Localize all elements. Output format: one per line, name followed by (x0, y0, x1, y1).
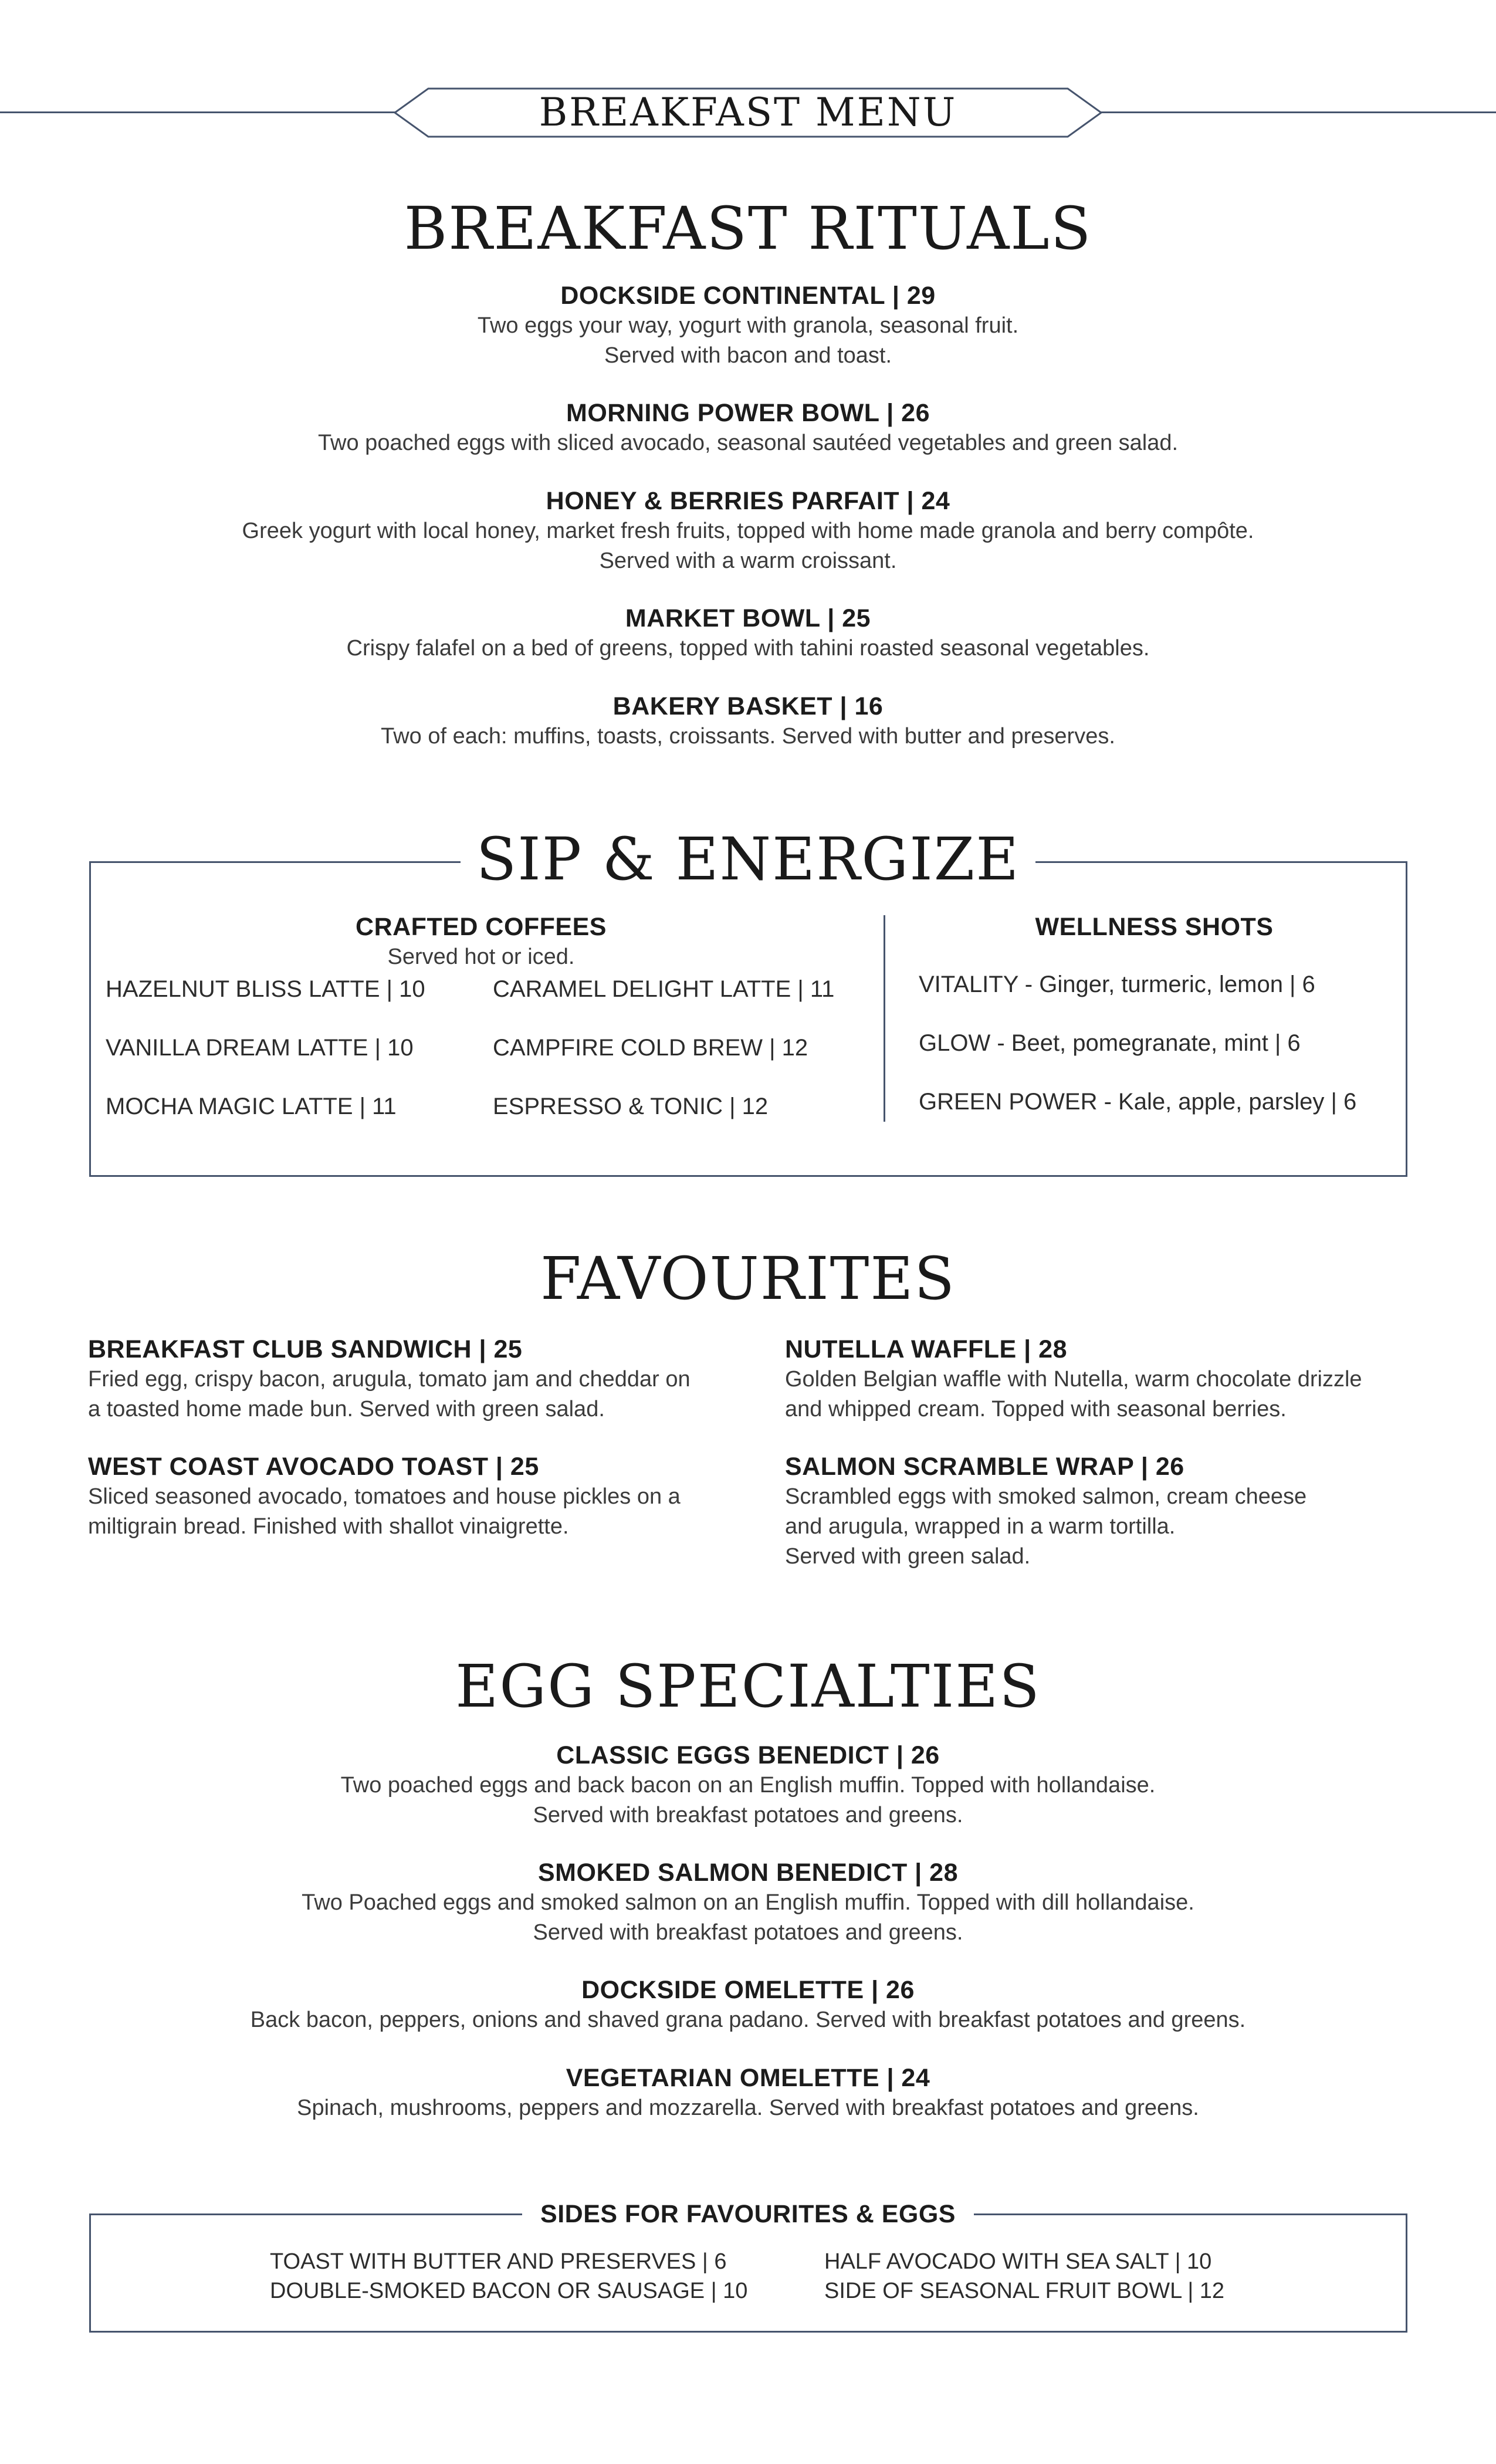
eggs-item-2-name: SMOKED SALMON BENEDICT | 28 (538, 1859, 958, 1887)
sip-box (89, 861, 1407, 1177)
sides-title: SIDES FOR FAVOURITES & EGGS (522, 2199, 974, 2229)
rituals-item-5-desc-1: Two of each: muffins, toasts, croissants. Served with butter and preserves. (381, 724, 1115, 749)
fav-item-1-desc-2: a toasted home made bun. Served with green salad. (88, 1397, 605, 1421)
side-item-3: HALF AVOCADO WITH SEA SALT | 10 (824, 2249, 1212, 2274)
header-rule-left (0, 111, 399, 113)
fav-item-2-name: WEST COAST AVOCADO TOAST | 25 (88, 1453, 539, 1481)
fav-item-3-desc-2: and whipped cream. Topped with seasonal berries. (785, 1397, 1287, 1421)
shot-item-1: VITALITY - Ginger, turmeric, lemon | 6 (919, 972, 1315, 997)
fav-item-4 (785, 1451, 1460, 1572)
coffee-item-4: CARAMEL DELIGHT LATTE | 11 (493, 976, 835, 1002)
rituals-item-1-desc-2: Served with bacon and toast. (604, 343, 892, 368)
rituals-item-1 (0, 280, 1496, 371)
rituals-item-5 (0, 691, 1496, 752)
rituals-item-3-name: HONEY & BERRIES PARFAIT | 24 (546, 487, 950, 515)
sip-title: SIP & ENERGIZE (461, 824, 1035, 895)
header-title: BREAKFAST MENU (539, 90, 957, 135)
shot-item-3: GREEN POWER - Kale, apple, parsley | 6 (919, 1089, 1357, 1115)
eggs-item-4 (0, 2063, 1496, 2123)
rituals-item-4 (0, 603, 1496, 664)
rituals-item-2-name: MORNING POWER BOWL | 26 (566, 399, 930, 427)
fav-item-1-name: BREAKFAST CLUB SANDWICH | 25 (88, 1335, 523, 1363)
fav-item-2-desc-2: miltigrain bread. Finished with shallot vinaigrette. (88, 1514, 569, 1539)
sip-column-divider (884, 915, 885, 1122)
fav-item-4-name: SALMON SCRAMBLE WRAP | 26 (785, 1453, 1184, 1481)
coffees-title: CRAFTED COFFEES (356, 913, 607, 941)
shot-item-2: GLOW - Beet, pomegranate, mint | 6 (919, 1030, 1301, 1056)
side-item-2: DOUBLE-SMOKED BACON OR SAUSAGE | 10 (270, 2279, 748, 2303)
eggs-title: EGG SPECIALTIES (455, 1652, 1041, 1721)
rituals-item-3 (0, 486, 1496, 576)
header-rule-right (1097, 111, 1496, 113)
eggs-item-4-desc-1: Spinach, mushrooms, peppers and mozzarella. Served with breakfast potatoes and greens. (297, 2096, 1199, 2120)
eggs-item-4-name: VEGETARIAN OMELETTE | 24 (566, 2064, 930, 2092)
coffee-item-1: HAZELNUT BLISS LATTE | 10 (106, 976, 425, 1002)
coffee-item-6: ESPRESSO & TONIC | 12 (493, 1094, 769, 1119)
coffee-item-5: CAMPFIRE COLD BREW | 12 (493, 1035, 808, 1061)
eggs-item-3-desc-1: Back bacon, peppers, onions and shaved grana padano. Served with breakfast potatoes and greens. (250, 2008, 1246, 2032)
fav-item-4-desc-3: Served with green salad. (785, 1544, 1031, 1569)
fav-item-3-name: NUTELLA WAFFLE | 28 (785, 1335, 1067, 1363)
eggs-item-1-desc-1: Two poached eggs and back bacon on an English muffin. Topped with hollandaise. (340, 1773, 1156, 1798)
rituals-item-3-desc-2: Served with a warm croissant. (599, 549, 897, 573)
fav-item-1-desc-1: Fried egg, crispy bacon, arugula, tomato jam and cheddar on (88, 1367, 691, 1392)
coffees-subtitle: Served hot or iced. (387, 945, 575, 969)
eggs-item-1 (0, 1740, 1496, 1830)
fav-item-4-desc-2: and arugula, wrapped in a warm tortilla. (785, 1514, 1176, 1539)
eggs-item-3 (0, 1975, 1496, 2035)
fav-item-3 (785, 1334, 1460, 1424)
rituals-title: BREAKFAST RITUALS (404, 194, 1092, 263)
eggs-item-1-name: CLASSIC EGGS BENEDICT | 26 (556, 1741, 940, 1769)
rituals-item-2 (0, 398, 1496, 458)
fav-item-2-desc-1: Sliced seasoned avocado, tomatoes and house pickles on a (88, 1484, 681, 1509)
fav-item-2 (88, 1451, 763, 1542)
side-item-1: TOAST WITH BUTTER AND PRESERVES | 6 (270, 2249, 727, 2274)
eggs-item-3-name: DOCKSIDE OMELETTE | 26 (581, 1976, 915, 2004)
favourites-title: FAVOURITES (540, 1244, 956, 1313)
side-item-4: SIDE OF SEASONAL FRUIT BOWL | 12 (824, 2279, 1225, 2303)
coffee-item-3: MOCHA MAGIC LATTE | 11 (106, 1094, 397, 1119)
eggs-item-1-desc-2: Served with breakfast potatoes and greens. (533, 1803, 963, 1827)
eggs-item-2-desc-1: Two Poached eggs and smoked salmon on an English muffin. Topped with dill hollandaise. (302, 1890, 1194, 1915)
rituals-item-4-name: MARKET BOWL | 25 (625, 604, 871, 632)
eggs-item-2 (0, 1857, 1496, 1948)
shots-title: WELLNESS SHOTS (1035, 913, 1274, 941)
eggs-item-2-desc-2: Served with breakfast potatoes and greens. (533, 1920, 963, 1945)
rituals-item-3-desc-1: Greek yogurt with local honey, market fresh fruits, topped with home made granola and berry compôte. (242, 519, 1254, 543)
rituals-item-2-desc-1: Two poached eggs with sliced avocado, seasonal sautéed vegetables and green salad. (317, 431, 1179, 455)
coffee-item-2: VANILLA DREAM LATTE | 10 (106, 1035, 414, 1061)
rituals-item-1-desc-1: Two eggs your way, yogurt with granola, seasonal fruit. (477, 313, 1019, 338)
rituals-item-4-desc-1: Crispy falafel on a bed of greens, topped with tahini roasted seasonal vegetables. (346, 636, 1150, 661)
fav-item-3-desc-1: Golden Belgian waffle with Nutella, warm chocolate drizzle (785, 1367, 1362, 1392)
fav-item-4-desc-1: Scrambled eggs with smoked salmon, cream cheese (785, 1484, 1307, 1509)
fav-item-1 (88, 1334, 763, 1424)
rituals-item-1-name: DOCKSIDE CONTINENTAL | 29 (560, 282, 936, 310)
rituals-item-5-name: BAKERY BASKET | 16 (612, 692, 884, 720)
